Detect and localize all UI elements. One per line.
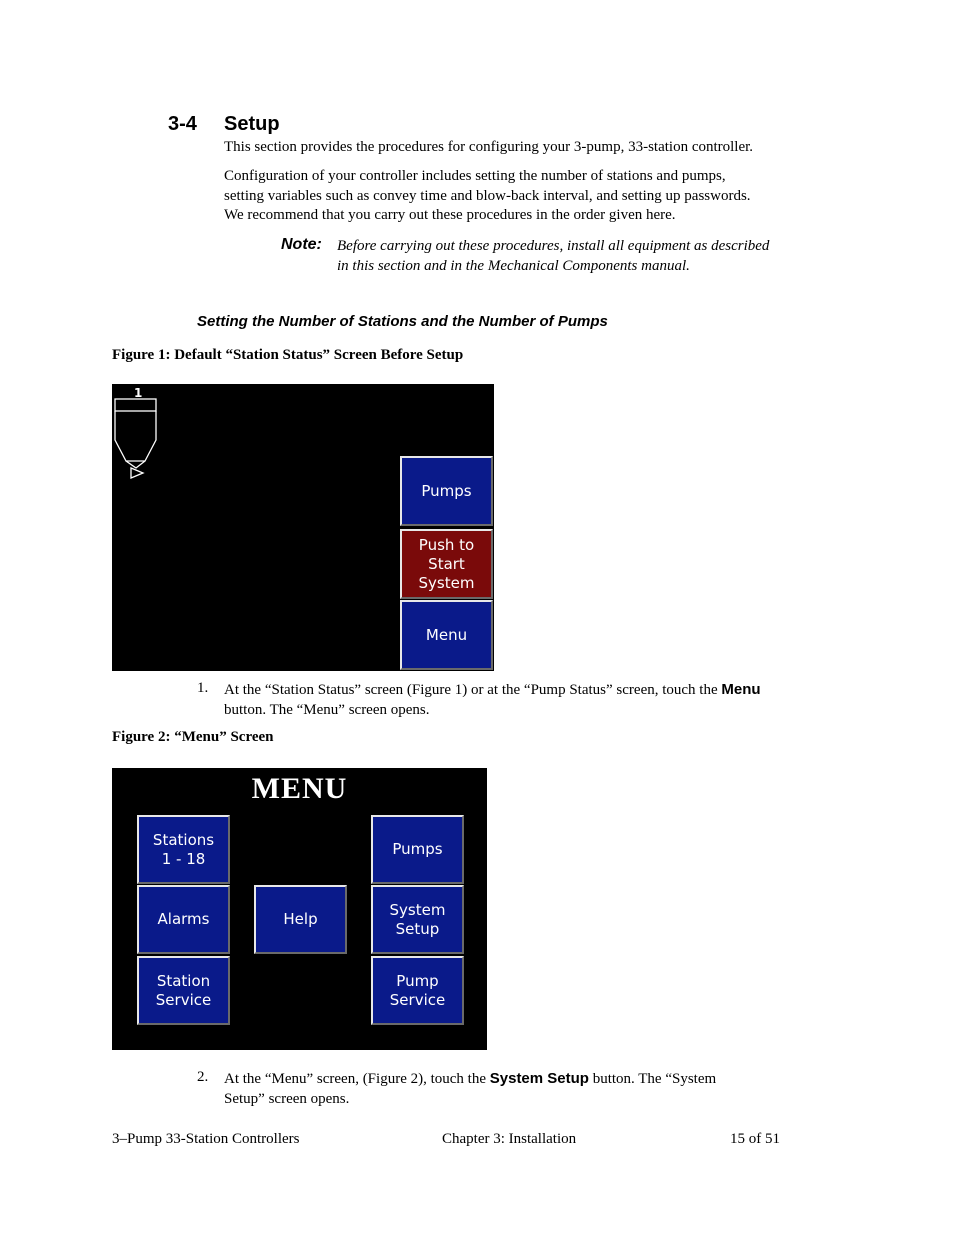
station-service-button[interactable]: Station Service <box>137 956 230 1025</box>
step-2-text-c: Setup” screen opens. <box>224 1091 350 1107</box>
hopper-icon[interactable] <box>112 396 162 482</box>
step-2-text <box>224 1069 844 1109</box>
note-line-2: in this section and in the Mechanical Components manual. <box>337 257 690 274</box>
figure-2-caption: Figure 2: “Menu” Screen <box>112 729 274 745</box>
alarms-button[interactable]: Alarms <box>137 885 230 954</box>
section-number: 3-4 <box>168 113 197 135</box>
step-1-text-a: At the “Station Status” screen (Figure 1) or at the “Pump Status” screen, touch the <box>224 682 722 698</box>
menu-button[interactable]: Menu <box>400 600 493 670</box>
stations-button[interactable]: Stations 1 - 18 <box>137 815 230 884</box>
station-status-screen <box>112 384 494 671</box>
help-button[interactable]: Help <box>254 885 347 954</box>
config-paragraph <box>224 167 751 226</box>
station-number-label: 1 <box>134 386 143 400</box>
footer-left: 3–Pump 33-Station Controllers <box>112 1131 300 1147</box>
menu-screen <box>112 768 487 1050</box>
step-2-text-a: At the “Menu” screen, (Figure 2), touch the <box>224 1071 490 1087</box>
figure-1-caption: Figure 1: Default “Station Status” Screen Before Setup <box>112 347 464 363</box>
system-setup-button[interactable]: System Setup <box>371 885 464 954</box>
step-1-text <box>224 680 844 720</box>
config-line-1: Configuration of your controller includes setting the number of stations and pumps, <box>224 168 726 184</box>
push-to-start-button[interactable]: Push to Start System <box>400 529 493 599</box>
menu-pumps-button[interactable]: Pumps <box>371 815 464 884</box>
step-1-menu-bold: Menu <box>721 681 761 698</box>
intro-paragraph: This section provides the procedures for configuring your 3-pump, 33-station controller. <box>224 139 754 155</box>
subheading: Setting the Number of Stations and the Number of Pumps <box>197 313 608 330</box>
pump-service-button[interactable]: Pump Service <box>371 956 464 1025</box>
config-line-2: setting variables such as convey time and blow-back interval, and setting up passwords. <box>224 187 751 204</box>
step-2-system-setup-bold: System Setup <box>489 1070 589 1087</box>
footer-center: Chapter 3: Installation <box>442 1131 577 1147</box>
pumps-button[interactable]: Pumps <box>400 456 493 526</box>
section-title: Setup <box>224 113 280 135</box>
config-line-3: We recommend that you carry out these procedures in the order given here. <box>224 207 676 223</box>
step-2-number: 2. <box>197 1069 209 1085</box>
note-text <box>337 237 769 276</box>
menu-title: MENU <box>251 772 348 805</box>
note-label: Note: <box>281 236 322 253</box>
step-1-text-b: button. The “Menu” screen opens. <box>224 702 430 718</box>
step-2-text-b: button. The “System <box>588 1071 717 1087</box>
note-line-1: Before carrying out these procedures, install all equipment as described <box>337 238 770 254</box>
step-1-number: 1. <box>197 680 209 696</box>
footer-page-number: 15 of 51 <box>730 1131 780 1147</box>
